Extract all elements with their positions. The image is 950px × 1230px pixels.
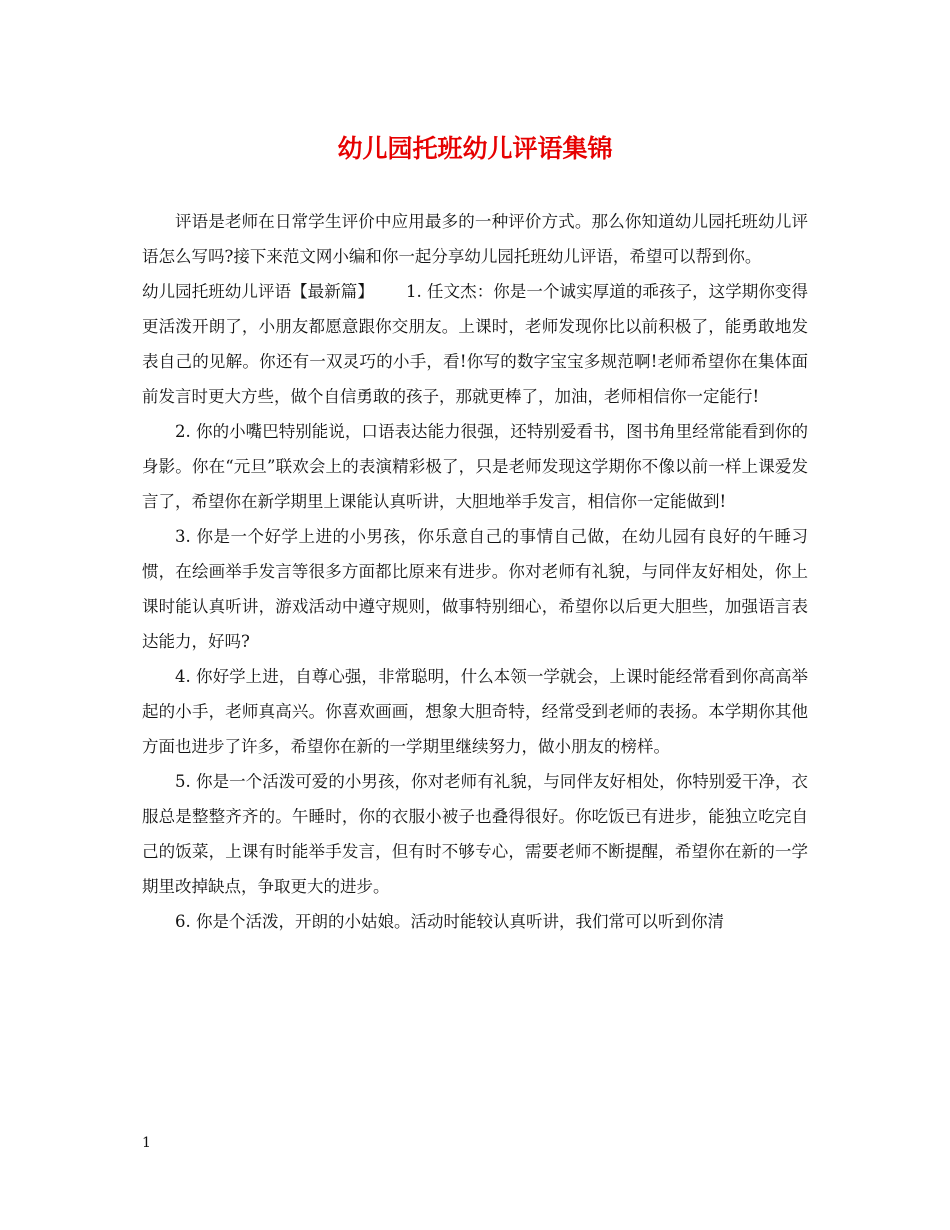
document-body bbox=[142, 204, 808, 939]
page-number: 1 bbox=[142, 1135, 151, 1151]
document-title: 幼儿园托班幼儿评语集锦 bbox=[337, 134, 613, 163]
comment-item-5: 5. 你是一个活泼可爱的小男孩，你对老师有礼貌，与同伴友好相处，你特别爱干净，衣服总是整整齐齐的。午睡时，你的衣服小被子也叠得很好。你吃饭已有进步，能独立吃完自己的饭菜，上课有时能举手发言，但有时不够专心，需要老师不断提醒，希望你在新的一学期里改掉缺点，争取更大的进步。 bbox=[142, 772, 808, 896]
comment-item-4: 4. 你好学上进，自尊心强，非常聪明，什么本领一学就会，上课时能经常看到你高高举起的小手，老师真高兴。你喜欢画画，想象大胆奇特，经常受到老师的表扬。本学期你其他方面也进步了许多，希望你在新的一学期里继续努力，做小朋友的榜样。 bbox=[142, 667, 808, 756]
section-heading: 幼儿园托班幼儿评语【最新篇】 bbox=[142, 282, 374, 301]
comment-item-3: 3. 你是一个好学上进的小男孩，你乐意自己的事情自己做，在幼儿园有良好的午睡习惯，在绘画举手发言等很多方面都比原来有进步。你对老师有礼貌，与同伴友好相处，你上课时能认真听讲，游戏活动中遵守规则，做事特别细心，希望你以后更大胆些，加强语言表达能力，好吗? bbox=[142, 527, 808, 651]
comment-item-1: 1. 任文杰：你是一个诚实厚道的乖孩子，这学期你变得更活泼开朗了，小朋友都愿意跟你交朋友。上课时，老师发现你比以前积极了，能勇敢地发表自己的见解。你还有一双灵巧的小手，看!你写的数字宝宝多规范啊!老师希望你在集体面前发言时更大方些，做个自信勇敢的孩子，那就更棒了，加油，老师相信你一定能行! bbox=[142, 282, 808, 406]
intro-paragraph: 评语是老师在日常学生评价中应用最多的一种评价方式。那么你知道幼儿园托班幼儿评语怎么写吗?接下来范文网小编和你一起分享幼儿园托班幼儿评语，希望可以帮到你。 bbox=[142, 212, 808, 266]
comment-item-2: 2. 你的小嘴巴特别能说，口语表达能力很强，还特别爱看书，图书角里经常能看到你的身影。你在“元旦”联欢会上的表演精彩极了，只是老师发现这学期你不像以前一样上课爱发言了，希望你在新学期里上课能认真听讲，大胆地举手发言，相信你一定能做到! bbox=[142, 422, 808, 511]
first-item-paragraph bbox=[142, 274, 808, 414]
comment-item-6: 6. 你是个活泼，开朗的小姑娘。活动时能较认真听讲，我们常可以听到你清 bbox=[175, 912, 724, 931]
